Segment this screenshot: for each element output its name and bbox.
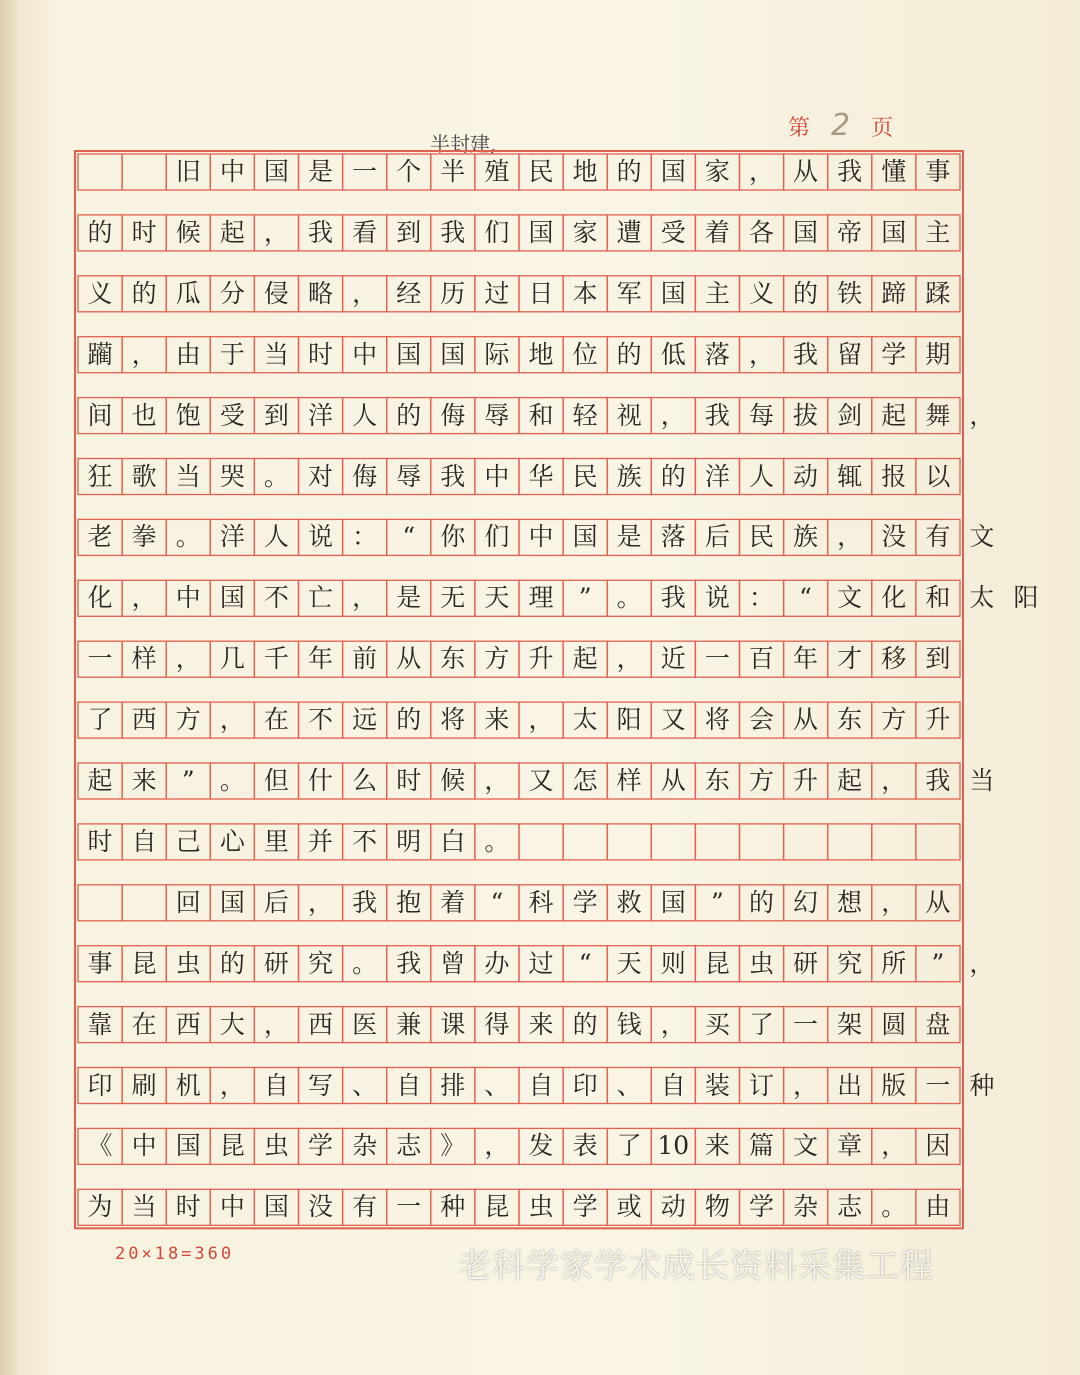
page-label-suffix: 页 <box>871 116 896 141</box>
manuscript-line: 化 ， 中 国 不 亡 ， 是 无 天 理 ” 。 我 说 ： “ 文 化 和 太 阳 <box>87 583 1039 613</box>
manuscript-line: 狂 歌 当 哭 。 对 侮 辱 我 中 华 民 族 的 洋 人 动 辄 报 以 <box>87 461 951 491</box>
page-number: 2 <box>831 108 853 143</box>
page-edge <box>0 0 22 1375</box>
manuscript-line: 义 的 瓜 分 侵 略 ， 经 历 过 日 本 军 国 主 义 的 铁 蹄 蹂 <box>87 278 951 308</box>
grid-formula: 20×18=360 <box>115 1244 235 1264</box>
manuscript-line: 时 自 己 心 里 并 不 明 白 。 <box>87 826 510 856</box>
manuscript-line: 一 样 ， 几 千 年 前 从 东 方 升 起 ， 近 一 百 年 才 移 到 <box>87 644 951 674</box>
manuscript-line: 起 来 ” 。 但 什 么 时 候 ， 又 怎 样 从 东 方 升 起 ， 我 当 <box>87 766 995 795</box>
manuscript-line: 旧 中 国 是 一 个 半 殖 民 地 的 国 家 ， 从 我 懂 事 <box>175 157 951 186</box>
watermark-text: 老科学家学术成长资料采集工程 <box>458 1246 934 1285</box>
manuscript-line: 为 当 时 中 国 没 有 一 种 昆 虫 学 或 动 物 学 杂 志 。 由 <box>87 1192 951 1222</box>
manuscript-line: 老 拳 。 洋 人 说 ： “ 你 们 中 国 是 落 后 民 族 ， 没 有 文 <box>87 522 995 552</box>
manuscript-line: 间 也 饱 受 到 洋 人 的 侮 辱 和 轻 视 ， 我 每 拔 剑 起 舞 ， <box>87 400 995 430</box>
manuscript-line: 回 国 后 ， 我 抱 着 “ 科 学 救 国 ” 的 幻 想 ， 从 <box>175 887 951 917</box>
manuscript-line: 印 刷 机 ， 自 写 、 自 排 、 自 印 、 自 装 订 ， 出 版 一 种 <box>87 1070 995 1100</box>
handwritten-margin-note: 半封建, <box>430 132 497 156</box>
manuscript-line: 的 时 候 起 ， 我 看 到 我 们 国 家 遭 受 着 各 国 帝 国 主 <box>87 217 951 247</box>
manuscript-line: 事 昆 虫 的 研 究 。 我 曾 办 过 “ 天 则 昆 虫 研 究 所 ” ， <box>87 948 995 978</box>
manuscript-line: 躏 ， 由 于 当 时 中 国 国 际 地 位 的 低 落 ， 我 留 学 期 <box>87 339 951 369</box>
manuscript-line: 了 西 方 ， 在 不 远 的 将 来 ， 太 阳 又 将 会 从 东 方 升 <box>87 705 951 735</box>
manuscript-line: 靠 在 西 大 ， 西 医 兼 课 得 来 的 钱 ， 买 了 一 架 圆 盘 <box>87 1009 951 1039</box>
manuscript-line: 《 中 国 昆 虫 学 杂 志 》 ， 发 表 了 10 来 篇 文 章 ， 因 <box>87 1131 951 1161</box>
manuscript-paper <box>18 0 1080 1375</box>
page-label-prefix: 第 <box>788 116 813 141</box>
page-number-label <box>788 108 895 143</box>
